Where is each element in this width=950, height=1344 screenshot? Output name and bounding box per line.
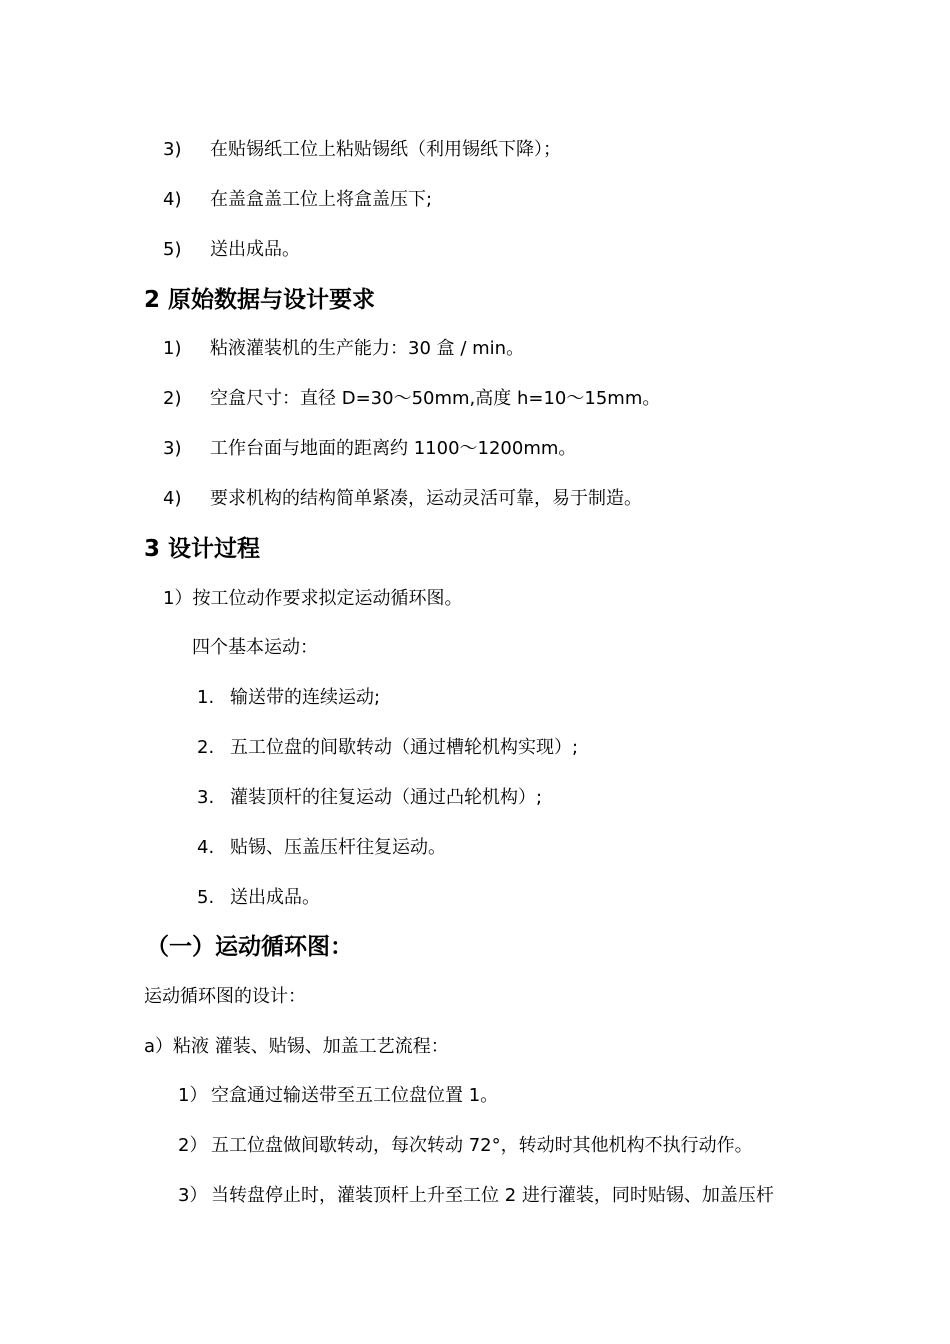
paragraph: 运动循环图的设计：	[144, 986, 306, 1007]
list-item-number: 4)	[163, 488, 182, 509]
section-heading: 3 设计过程	[144, 536, 261, 562]
list-item-text: 在贴锡纸工位上粘贴锡纸（利用锡纸下降）；	[210, 139, 561, 160]
list-item	[178, 1084, 498, 1108]
section-heading: 2 原始数据与设计要求	[144, 287, 376, 313]
list-item	[197, 786, 542, 810]
list-item-number: 1.	[197, 687, 215, 708]
list-item-text: 贴锡、压盖压杆往复运动。	[230, 837, 446, 858]
process-title: a）粘液 灌装、贴锡、加盖工艺流程：	[144, 1036, 449, 1057]
list-item-text: 灌装顶杆的往复运动（通过凸轮机构）;	[230, 787, 543, 808]
list-item-number: 3)	[163, 139, 182, 160]
list-item	[197, 836, 446, 860]
list-item-number: 4.	[197, 837, 215, 858]
list-item-text: 当转盘停止时，灌装顶杆上升至工位 2 进行灌装，同时贴锡、加盖压杆	[211, 1185, 774, 1206]
list-item	[163, 437, 576, 461]
list-item-number: 2.	[197, 737, 215, 758]
list-item-text: 空盒通过输送带至五工位盘位置 1。	[211, 1085, 499, 1106]
list-item-text: 送出成品。	[230, 887, 320, 908]
list-item-text: 五工位盘的间歇转动（通过槽轮机构实现）;	[230, 737, 579, 758]
list-item-text: 五工位盘做间歇转动，每次转动 72°，转动时其他机构不执行动作。	[211, 1135, 753, 1156]
list-item-text: 在盖盒盖工位上将盒盖压下;	[210, 189, 433, 210]
list-item-text: 空盒尺寸：直径 D=30～50mm,高度 h=10～15mm。	[210, 388, 661, 409]
list-item-number: 3)	[163, 438, 182, 459]
list-item	[163, 387, 660, 411]
list-item	[163, 188, 432, 212]
list-item	[163, 238, 300, 262]
list-item-number: 2)	[163, 388, 182, 409]
list-item-number: 3）	[178, 1185, 208, 1206]
list-item	[163, 487, 642, 511]
list-item	[163, 138, 561, 162]
list-item-number: 4)	[163, 189, 182, 210]
list-item-number: 3.	[197, 787, 215, 808]
list-item-text: 输送带的连续运动;	[230, 687, 381, 708]
list-item	[197, 736, 578, 760]
list-item-text: 要求机构的结构简单紧凑，运动灵活可靠，易于制造。	[210, 488, 642, 509]
step-line: 1）按工位动作要求拟定运动循环图。	[163, 588, 463, 609]
list-item-number: 5)	[163, 239, 182, 260]
list-item-text: 工作台面与地面的距离约 1100～1200mm。	[210, 438, 577, 459]
list-item-number: 5.	[197, 887, 215, 908]
list-item-number: 1）	[178, 1085, 208, 1106]
list-item	[178, 1134, 753, 1158]
subsection-heading: （一）运动循环图：	[146, 934, 353, 960]
list-item-text: 送出成品。	[210, 239, 300, 260]
list-item	[197, 886, 320, 910]
list-item-text: 粘液灌装机的生产能力：30 盒 / min。	[210, 338, 525, 359]
list-item	[197, 686, 380, 710]
paragraph: 四个基本运动：	[192, 637, 318, 658]
list-item-number: 1)	[163, 338, 182, 359]
list-item	[163, 337, 524, 361]
list-item	[178, 1184, 774, 1208]
list-item-number: 2）	[178, 1135, 208, 1156]
